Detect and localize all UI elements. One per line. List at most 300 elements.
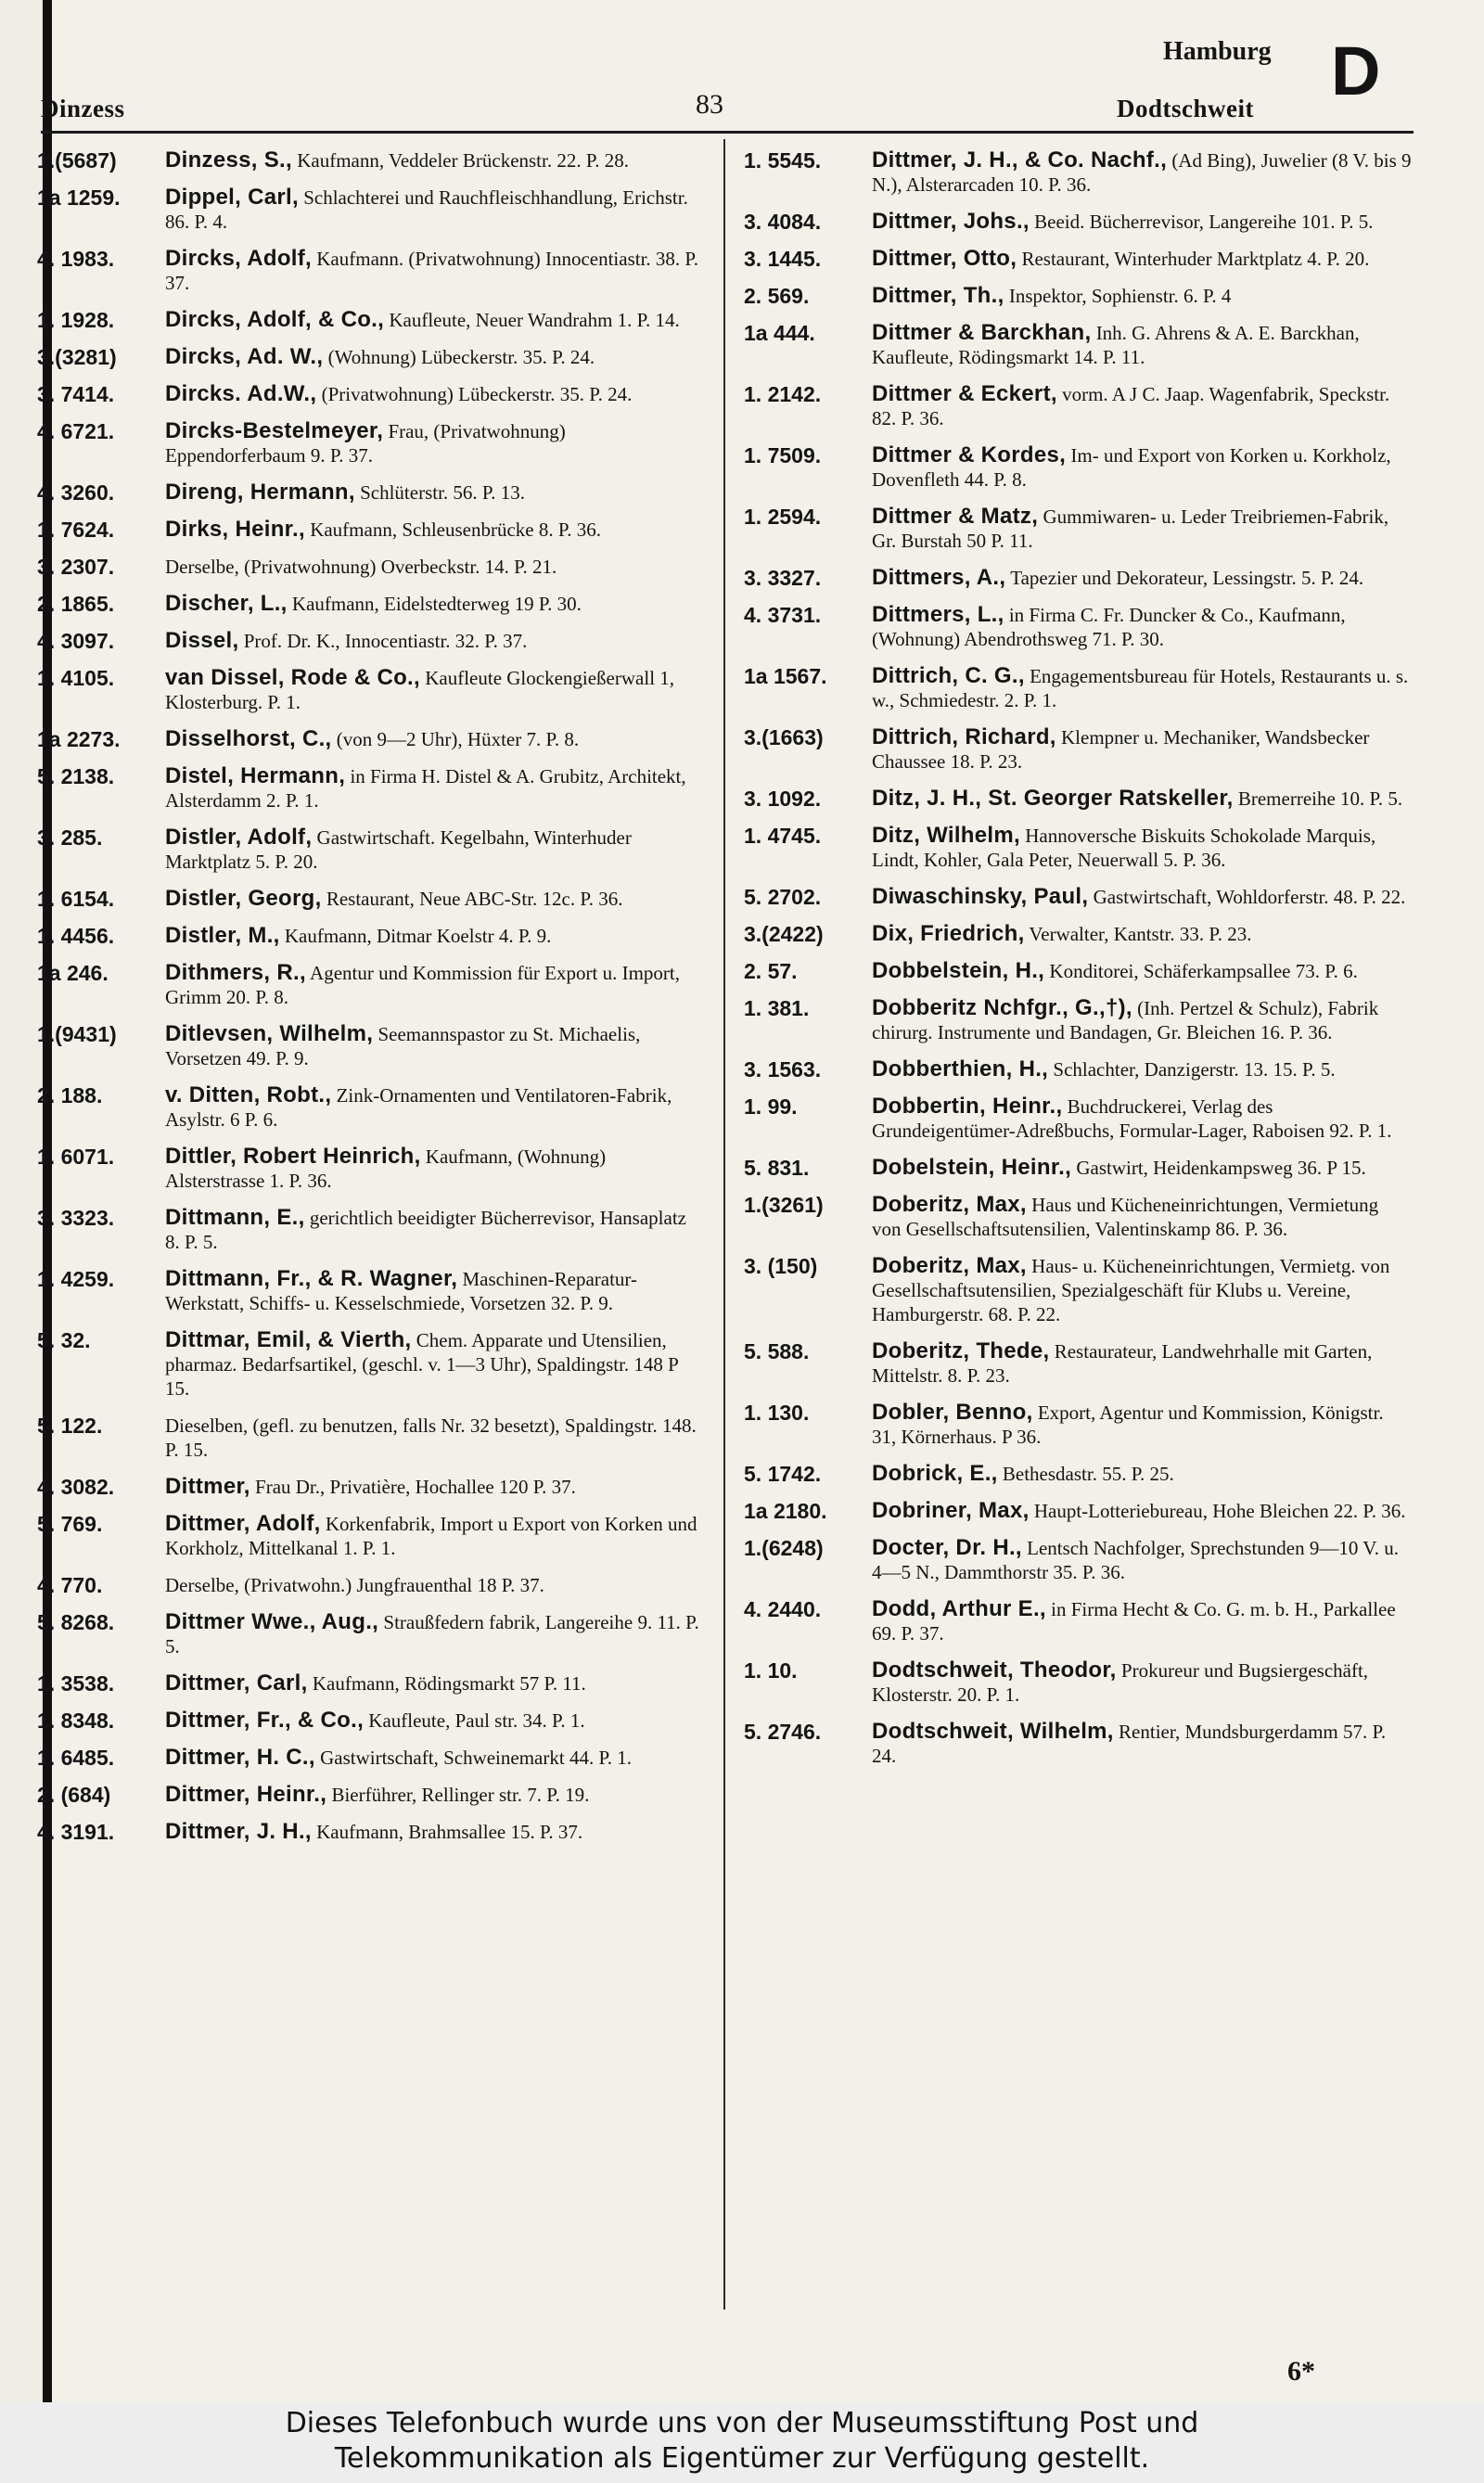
directory-entry bbox=[744, 247, 1412, 271]
entry-details: Kaufmann, Ditmar Koelstr 4. P. 9. bbox=[284, 925, 552, 947]
entry-body bbox=[872, 1254, 1412, 1326]
phone-number: 2. 569. bbox=[744, 284, 810, 308]
subscriber-name: Dittmer & Barckhan, bbox=[872, 320, 1092, 345]
entry-details: Derselbe, (Privatwohnung) Overbeckstr. 14. P. 21. bbox=[165, 556, 557, 578]
phone-number: 3. 3323. bbox=[37, 1206, 115, 1230]
directory-entry bbox=[37, 924, 705, 948]
directory-entry bbox=[744, 787, 1412, 811]
header-rule bbox=[41, 131, 1414, 134]
directory-entry bbox=[37, 1328, 705, 1401]
phone-number: 5. 588. bbox=[744, 1339, 810, 1363]
directory-entry bbox=[37, 148, 705, 173]
phone-number: 1a 2180. bbox=[744, 1499, 827, 1523]
entry-body bbox=[165, 555, 705, 579]
subscriber-name: Dircks, Ad. W., bbox=[165, 344, 324, 369]
phone-number: 1. 4259. bbox=[37, 1267, 115, 1291]
directory-entry bbox=[744, 505, 1412, 553]
phone-number: 1.(3261) bbox=[744, 1193, 824, 1217]
directory-entry bbox=[744, 725, 1412, 774]
subscriber-name: Dittmer, J. H., & Co. Nachf., bbox=[872, 147, 1168, 173]
phone-number: 4. 3191. bbox=[37, 1820, 115, 1844]
entry-details: Gastwirt, Heidenkampsweg 36. P 15. bbox=[1076, 1157, 1366, 1179]
subscriber-name: Dittmann, E., bbox=[165, 1205, 305, 1230]
entry-details: gerichtlich beeidigter Bücherrevisor, Hansaplatz 8. P. 5. bbox=[165, 1207, 686, 1253]
entry-body bbox=[165, 1573, 705, 1597]
subscriber-name: Diwaschinsky, Paul, bbox=[872, 884, 1089, 909]
directory-entry bbox=[37, 1820, 705, 1844]
entry-details: Derselbe, (Privatwohn.) Jungfrauenthal 18 P. 37. bbox=[165, 1574, 544, 1596]
entry-details: Zink-Ornamenten und Ventilatoren-Fabrik, Asylstr. 6 P. 6. bbox=[165, 1084, 672, 1131]
phone-number: 1a 444. bbox=[744, 321, 815, 345]
entry-body bbox=[872, 247, 1412, 271]
subscriber-name: Dittmer, Fr., & Co., bbox=[165, 1708, 365, 1733]
entry-body bbox=[872, 1193, 1412, 1241]
phone-number: 1.(9431) bbox=[37, 1022, 117, 1046]
directory-entry bbox=[744, 1156, 1412, 1180]
subscriber-name: Docter, Dr. H., bbox=[872, 1535, 1022, 1560]
subscriber-name: Dithmers, R., bbox=[165, 960, 306, 985]
entry-details: Hannoversche Biskuits Schokolade Marquis, Lindt, Kohler, Gala Peter, Neuerwall 5. P. 36. bbox=[872, 825, 1376, 871]
subscriber-name: Dittmer, Carl, bbox=[165, 1670, 308, 1696]
directory-entry bbox=[744, 1401, 1412, 1449]
entry-body bbox=[165, 148, 705, 173]
directory-entry bbox=[37, 1083, 705, 1132]
subscriber-name: van Dissel, Rode & Co., bbox=[165, 665, 420, 690]
phone-number: 4. 6721. bbox=[37, 419, 115, 443]
directory-entry bbox=[37, 1414, 705, 1462]
entry-body bbox=[165, 1475, 705, 1499]
left-column bbox=[37, 148, 705, 1857]
entry-details: Seemannspastor zu St. Michaelis, Vorsetzen 49. P. 9. bbox=[165, 1023, 641, 1069]
entry-details: Kaufmann, Brahmsallee 15. P. 37. bbox=[316, 1821, 583, 1843]
subscriber-name: Dittrich, Richard, bbox=[872, 724, 1056, 749]
phone-number: 4. 3260. bbox=[37, 480, 115, 505]
entry-body bbox=[872, 1401, 1412, 1449]
footer-line-2: Telekommunikation als Eigentümer zur Verfügung gestellt. bbox=[334, 2442, 1150, 2475]
directory-entry bbox=[744, 1057, 1412, 1082]
subscriber-name: Dobberitz Nchfgr., G.,†), bbox=[872, 995, 1132, 1020]
subscriber-name: Dirks, Heinr., bbox=[165, 517, 305, 542]
phone-number: 4. 770. bbox=[37, 1573, 103, 1597]
subscriber-name: Dittmer & Matz, bbox=[872, 504, 1039, 529]
phone-number: 1. 6485. bbox=[37, 1746, 115, 1770]
section-letter: D bbox=[1331, 32, 1381, 109]
subscriber-name: Dodtschweit, Theodor, bbox=[872, 1657, 1117, 1683]
entry-details: in Firma Hecht & Co. G. m. b. H., Parkallee 69. P. 37. bbox=[872, 1598, 1396, 1645]
phone-number: 1. 4105. bbox=[37, 666, 115, 690]
subscriber-name: Dittmer & Kordes, bbox=[872, 442, 1067, 467]
entry-details: Schlachter, Danzigerstr. 13. 15. P. 5. bbox=[1053, 1058, 1336, 1081]
directory-entry bbox=[37, 1206, 705, 1254]
entry-details: Haupt-Lotteriebureau, Hohe Bleichen 22. P. 36. bbox=[1033, 1500, 1406, 1522]
entry-body bbox=[872, 443, 1412, 492]
header-left-keyword: Dinzess bbox=[41, 95, 125, 122]
entry-body bbox=[165, 247, 705, 295]
subscriber-name: Doberitz, Max, bbox=[872, 1253, 1027, 1278]
entry-details: Inh. G. Ahrens & A. E. Barckhan, Kaufleute, Rödingsmarkt 14. P. 11. bbox=[872, 322, 1360, 368]
phone-number: 5. 2746. bbox=[744, 1720, 822, 1744]
entry-body bbox=[872, 1536, 1412, 1584]
subscriber-name: Distel, Hermann, bbox=[165, 763, 346, 788]
entry-details: Gastwirtschaft. Kegelbahn, Winterhuder Marktplatz 5. P. 20. bbox=[165, 826, 632, 873]
subscriber-name: Ditlevsen, Wilhelm, bbox=[165, 1021, 374, 1046]
entry-details: (Privatwohnung) Lübeckerstr. 35. P. 24. bbox=[321, 383, 633, 405]
entry-body bbox=[165, 1610, 705, 1658]
directory-entry bbox=[37, 308, 705, 332]
subscriber-name: Dobbertin, Heinr., bbox=[872, 1094, 1063, 1119]
directory-entry bbox=[744, 1254, 1412, 1326]
entry-details: Kaufleute, Paul str. 34. P. 1. bbox=[368, 1709, 585, 1732]
directory-entry bbox=[37, 518, 705, 542]
phone-number: 1. 4456. bbox=[37, 924, 115, 948]
subscriber-name: Dittmer, Otto, bbox=[872, 246, 1017, 271]
directory-entry bbox=[37, 1475, 705, 1499]
directory-entry bbox=[744, 148, 1412, 197]
subscriber-name: Dobbelstein, H., bbox=[872, 958, 1045, 983]
phone-number: 1a 2273. bbox=[37, 727, 121, 751]
entry-body bbox=[872, 996, 1412, 1044]
subscriber-name: Dittmer, Heinr., bbox=[165, 1782, 327, 1807]
directory-entry bbox=[37, 826, 705, 874]
entry-details: Prokureur und Bugsiergeschäft, Klosterstr. 20. P. 1. bbox=[872, 1659, 1369, 1706]
entry-details: Korkenfabrik, Import u Export von Korken und Korkholz, Mittelkanal 1. P. 1. bbox=[165, 1513, 697, 1559]
directory-entry bbox=[744, 1499, 1412, 1523]
entry-body bbox=[165, 382, 705, 406]
directory-entry bbox=[37, 186, 705, 234]
directory-entry bbox=[37, 961, 705, 1009]
page-header bbox=[37, 32, 1438, 130]
entry-details: Verwalter, Kantstr. 33. P. 23. bbox=[1029, 923, 1252, 945]
directory-entry bbox=[744, 1597, 1412, 1645]
subscriber-name: Dobler, Benno, bbox=[872, 1400, 1033, 1425]
entry-details: Kaufmann, (Wohnung) Alsterstrasse 1. P. 36. bbox=[165, 1146, 607, 1192]
subscriber-name: Dittmer, bbox=[165, 1474, 250, 1499]
subscriber-name: Dircks, Adolf, bbox=[165, 246, 313, 271]
entry-body bbox=[872, 566, 1412, 590]
entry-body bbox=[872, 1597, 1412, 1645]
subscriber-name: Distler, Adolf, bbox=[165, 825, 313, 850]
phone-number: 4. 3082. bbox=[37, 1475, 115, 1499]
entry-details: Restaurant, Neue ABC-Str. 12c. P. 36. bbox=[326, 888, 623, 910]
entry-details: Engagementsbureau für Hotels, Restaurants u. s. w., Schmiedestr. 2. P. 1. bbox=[872, 665, 1409, 711]
subscriber-name: Discher, L., bbox=[165, 591, 288, 616]
phone-number: 3. 1092. bbox=[744, 787, 822, 811]
entry-body bbox=[872, 1156, 1412, 1180]
entry-body bbox=[872, 148, 1412, 197]
entry-details: Bremerreihe 10. P. 5. bbox=[1237, 787, 1403, 810]
phone-number: 1. 6154. bbox=[37, 887, 115, 911]
column-divider bbox=[723, 139, 725, 2310]
phone-number: 1. 2594. bbox=[744, 505, 822, 529]
entry-body bbox=[165, 186, 705, 234]
directory-entry bbox=[37, 555, 705, 579]
entry-details: Bierführer, Rellinger str. 7. P. 19. bbox=[331, 1784, 590, 1806]
directory-entry bbox=[744, 1536, 1412, 1584]
entry-body bbox=[872, 1339, 1412, 1388]
entry-body bbox=[165, 1022, 705, 1070]
directory-entry bbox=[744, 885, 1412, 909]
phone-number: 1.(5687) bbox=[37, 148, 117, 173]
entry-details: Bethesdastr. 55. P. 25. bbox=[1002, 1463, 1174, 1485]
entry-body bbox=[165, 666, 705, 714]
subscriber-name: Dittmann, Fr., & R. Wagner, bbox=[165, 1266, 458, 1291]
entry-body bbox=[165, 518, 705, 542]
entry-body bbox=[165, 1206, 705, 1254]
entry-details: Beeid. Bücherrevisor, Langereihe 101. P. 5. bbox=[1034, 211, 1374, 233]
directory-entry bbox=[37, 1573, 705, 1597]
entry-details: Frau Dr., Privatière, Hochallee 120 P. 37. bbox=[255, 1476, 576, 1498]
directory-entry bbox=[37, 1671, 705, 1696]
entry-details: Klempner u. Mechaniker, Wandsbecker Chaussee 18. P. 23. bbox=[872, 726, 1370, 773]
phone-number: 3.(1663) bbox=[744, 725, 824, 749]
entry-body bbox=[872, 505, 1412, 553]
entry-body bbox=[872, 1658, 1412, 1707]
phone-number: 5. 1742. bbox=[744, 1462, 822, 1486]
phone-number: 4. 3731. bbox=[744, 603, 822, 627]
subscriber-name: Distler, Georg, bbox=[165, 886, 322, 911]
directory-entry bbox=[37, 1022, 705, 1070]
subscriber-name: Dittmer, Adolf, bbox=[165, 1511, 321, 1536]
phone-number: 5. 769. bbox=[37, 1512, 103, 1536]
entry-details: (Ad Bing), Juwelier (8 V. bis 9 N.), Alsterarcaden 10. P. 36. bbox=[872, 149, 1412, 196]
entry-details: Im- und Export von Korken u. Korkholz, Dovenfleth 44. P. 8. bbox=[872, 444, 1391, 491]
entry-details: in Firma H. Distel & A. Grubitz, Architekt, Alsterdamm 2. P. 1. bbox=[165, 765, 686, 812]
directory-entry bbox=[744, 1462, 1412, 1486]
entry-body bbox=[872, 603, 1412, 651]
entry-details: Haus und Kücheneinrichtungen, Vermietung von Gesellschaftsutensilien, Valentinskamp 86. P. 36. bbox=[872, 1194, 1379, 1240]
right-column bbox=[744, 148, 1412, 1781]
entry-body bbox=[165, 1414, 705, 1462]
header-right-keyword: Dodtschweit bbox=[1117, 95, 1254, 122]
phone-number: 4. 1983. bbox=[37, 247, 115, 271]
phone-number: 3. 4084. bbox=[744, 210, 822, 234]
directory-entry bbox=[744, 1658, 1412, 1707]
subscriber-name: Dodtschweit, Wilhelm, bbox=[872, 1719, 1114, 1744]
phone-number: 1. 5545. bbox=[744, 148, 822, 173]
directory-entry bbox=[37, 1610, 705, 1658]
subscriber-name: Dittrich, C. G., bbox=[872, 663, 1025, 688]
phone-number: 4. 2440. bbox=[744, 1597, 822, 1621]
entry-details: Kaufmann, Rödingsmarkt 57 P. 11. bbox=[312, 1672, 586, 1695]
directory-entry bbox=[37, 345, 705, 369]
page-number: 83 bbox=[696, 89, 723, 120]
subscriber-name: Doberitz, Thede, bbox=[872, 1338, 1050, 1363]
entry-body bbox=[165, 764, 705, 813]
directory-entry bbox=[37, 592, 705, 616]
phone-number: 5. 831. bbox=[744, 1156, 810, 1180]
entry-body bbox=[165, 826, 705, 874]
entry-body bbox=[872, 725, 1412, 774]
entry-details: Schlachterei und Rauchfleischhandlung, Erichstr. 86. P. 4. bbox=[165, 186, 688, 233]
entry-body bbox=[165, 419, 705, 467]
entry-body bbox=[872, 664, 1412, 712]
entry-body bbox=[165, 1267, 705, 1315]
subscriber-name: Dippel, Carl, bbox=[165, 185, 299, 210]
phone-number: 1. 6071. bbox=[37, 1145, 115, 1169]
entry-details: Kaufleute, Neuer Wandrahm 1. P. 14. bbox=[389, 309, 680, 331]
entry-details: (von 9—2 Uhr), Hüxter 7. P. 8. bbox=[336, 728, 580, 750]
directory-entry bbox=[37, 1512, 705, 1560]
entry-details: Gastwirtschaft, Wohldorferstr. 48. P. 22. bbox=[1093, 886, 1406, 908]
entry-details: Restaurant, Winterhuder Marktplatz 4. P. 20. bbox=[1021, 248, 1370, 270]
phone-number: 1. 10. bbox=[744, 1658, 798, 1683]
signature-mark: 6* bbox=[1287, 2356, 1315, 2387]
phone-number: 1a 246. bbox=[37, 961, 109, 985]
directory-entry bbox=[744, 1094, 1412, 1143]
entry-details: Lentsch Nachfolger, Sprechstunden 9—10 V. u. 4—5 N., Dammthorstr 35. P. 36. bbox=[872, 1537, 1399, 1583]
entry-details: Export, Agentur und Kommission, Königstr. 31, Körnerhaus. P 36. bbox=[872, 1401, 1384, 1448]
directory-entry bbox=[37, 764, 705, 813]
subscriber-name: Dittmer, J. H., bbox=[165, 1819, 312, 1844]
directory-entry bbox=[744, 1193, 1412, 1241]
entry-body bbox=[165, 308, 705, 332]
subscriber-name: Dittmer, H. C., bbox=[165, 1745, 315, 1770]
entry-body bbox=[872, 959, 1412, 983]
entry-body bbox=[165, 1709, 705, 1733]
entry-body bbox=[872, 1720, 1412, 1768]
subscriber-name: Dodd, Arthur E., bbox=[872, 1596, 1046, 1621]
directory-entry bbox=[37, 1783, 705, 1807]
subscriber-name: Ditz, Wilhelm, bbox=[872, 823, 1020, 848]
entry-body bbox=[872, 284, 1412, 308]
phone-number: 1.(6248) bbox=[744, 1536, 824, 1560]
directory-entry bbox=[37, 1145, 705, 1193]
phone-number: 2. 188. bbox=[37, 1083, 103, 1107]
phone-number: 3. 2307. bbox=[37, 555, 115, 579]
phone-number: 1. 3538. bbox=[37, 1671, 115, 1696]
entry-details: (Wohnung) Lübeckerstr. 35. P. 24. bbox=[327, 346, 595, 368]
entry-body bbox=[872, 787, 1412, 811]
entry-body bbox=[872, 1094, 1412, 1143]
directory-entry bbox=[744, 824, 1412, 872]
directory-entry bbox=[37, 887, 705, 911]
entry-body bbox=[165, 345, 705, 369]
footer-notice bbox=[0, 2402, 1484, 2483]
phone-number: 3.(3281) bbox=[37, 345, 117, 369]
entry-details: Gastwirtschaft, Schweinemarkt 44. P. 1. bbox=[320, 1747, 633, 1769]
phone-number: 5. 8268. bbox=[37, 1610, 115, 1634]
phone-number: 5. 2138. bbox=[37, 764, 115, 788]
entry-body bbox=[872, 922, 1412, 946]
entry-body bbox=[165, 592, 705, 616]
entry-body bbox=[165, 1783, 705, 1807]
directory-entry bbox=[37, 382, 705, 406]
entry-body bbox=[165, 480, 705, 505]
entry-details: Kaufleute Glockengießerwall 1, Klosterburg. P. 1. bbox=[165, 667, 675, 713]
entry-details: Kaufmann, Eidelstedterweg 19 P. 30. bbox=[291, 593, 582, 615]
entry-body bbox=[165, 1512, 705, 1560]
footer-line-1: Dieses Telefonbuch wurde uns von der Museumsstiftung Post und bbox=[285, 2407, 1199, 2439]
entry-details: vorm. A J C. Jaap. Wagenfabrik, Speckstr. 82. P. 36. bbox=[872, 383, 1390, 429]
phone-number: 3. 7414. bbox=[37, 382, 115, 406]
phone-number: 1. 130. bbox=[744, 1401, 810, 1425]
entry-details: Frau, (Privatwohnung) Eppendorferbaum 9. P. 37. bbox=[165, 420, 566, 467]
subscriber-name: Dobrick, E., bbox=[872, 1461, 998, 1486]
phone-number: 2. (684) bbox=[37, 1783, 111, 1807]
entry-body bbox=[165, 1083, 705, 1132]
entry-details: Kaufmann. (Privatwohnung) Innocentiastr. 38. P. 37. bbox=[165, 248, 699, 294]
entry-body bbox=[165, 629, 705, 653]
phone-number: 1. 8348. bbox=[37, 1709, 115, 1733]
phone-number: 1. 7509. bbox=[744, 443, 822, 467]
directory-entry bbox=[37, 1709, 705, 1733]
directory-entry bbox=[744, 603, 1412, 651]
entry-details: Rentier, Mundsburgerdamm 57. P. 24. bbox=[872, 1721, 1387, 1767]
subscriber-name: Dobberthien, H., bbox=[872, 1056, 1049, 1082]
phone-number: 1. 7624. bbox=[37, 518, 115, 542]
directory-entry bbox=[744, 664, 1412, 712]
entry-body bbox=[165, 727, 705, 751]
directory-entry bbox=[744, 443, 1412, 492]
subscriber-name: Dissel, bbox=[165, 628, 239, 653]
subscriber-name: Disselhorst, C., bbox=[165, 726, 332, 751]
entry-body bbox=[165, 887, 705, 911]
directory-entry bbox=[37, 727, 705, 751]
phone-number: 1. 4745. bbox=[744, 824, 822, 848]
phone-number: 1. 99. bbox=[744, 1094, 798, 1119]
subscriber-name: Dobriner, Max, bbox=[872, 1498, 1030, 1523]
entry-details: (Inh. Pertzel & Schulz), Fabrik chirurg. Instrumente und Bandagen, Gr. Bleichen 16. P. 36. bbox=[872, 997, 1379, 1043]
phone-number: 3. 1563. bbox=[744, 1057, 822, 1082]
entry-body bbox=[165, 1328, 705, 1401]
directory-entry bbox=[744, 959, 1412, 983]
phone-number: 5. 32. bbox=[37, 1328, 91, 1352]
entry-details: Prof. Dr. K., Innocentiastr. 32. P. 37. bbox=[243, 630, 528, 652]
phone-number: 1. 1928. bbox=[37, 308, 115, 332]
phone-number: 5. 122. bbox=[37, 1414, 103, 1438]
directory-entry bbox=[37, 1746, 705, 1770]
subscriber-name: Dittmers, A., bbox=[872, 565, 1006, 590]
header-city: Hamburg bbox=[1163, 37, 1272, 66]
entry-details: Kaufmann, Veddeler Brückenstr. 22. P. 28. bbox=[297, 149, 629, 172]
entry-body bbox=[165, 1145, 705, 1193]
entry-details: Chem. Apparate und Utensilien, pharmaz. Bedarfsartikel, (geschl. v. 1—3 Uhr), Spaldingstr. 148 P 15. bbox=[165, 1329, 679, 1400]
directory-entry bbox=[744, 321, 1412, 369]
phone-number: 3. 285. bbox=[37, 826, 103, 850]
entry-details: Schlüterstr. 56. P. 13. bbox=[360, 481, 526, 504]
entry-body bbox=[872, 885, 1412, 909]
directory-entry bbox=[744, 996, 1412, 1044]
subscriber-name: Dittmar, Emil, & Vierth, bbox=[165, 1327, 412, 1352]
entry-details: Tapezier und Dekorateur, Lessingstr. 5. P. 24. bbox=[1010, 567, 1364, 589]
entry-details: Agentur und Kommission für Export u. Import, Grimm 20. P. 8. bbox=[165, 962, 680, 1008]
entry-details: Maschinen-Reparatur-Werkstatt, Schiffs- u. Kesselschmiede, Vorsetzen 32. P. 9. bbox=[165, 1268, 637, 1314]
entry-body bbox=[165, 924, 705, 948]
phone-number: 3.(2422) bbox=[744, 922, 824, 946]
subscriber-name: Dittmers, L., bbox=[872, 602, 1004, 627]
directory-entry bbox=[37, 1267, 705, 1315]
entry-details: Konditorei, Schäferkampsallee 73. P. 6. bbox=[1049, 960, 1358, 982]
directory-entry bbox=[37, 629, 705, 653]
entry-details: Haus- u. Kücheneinrichtungen, Vermietg. von Gesellschaftsutensilien, Spezialgeschäft für Klubs u. Vereine, Hamburgerstr. 68. P. 22. bbox=[872, 1255, 1390, 1325]
phone-number: 2. 1865. bbox=[37, 592, 115, 616]
subscriber-name: Dix, Friedrich, bbox=[872, 921, 1025, 946]
subscriber-name: Dircks. Ad.W., bbox=[165, 381, 317, 406]
directory-entry bbox=[37, 480, 705, 505]
phone-number: 1. 381. bbox=[744, 996, 810, 1020]
directory-entry bbox=[744, 210, 1412, 234]
directory-entry bbox=[744, 1720, 1412, 1768]
entry-body bbox=[872, 321, 1412, 369]
phone-number: 2. 57. bbox=[744, 959, 798, 983]
entry-details: Gummiwaren- u. Leder Treibriemen-Fabrik, Gr. Burstah 50 P. 11. bbox=[872, 506, 1389, 552]
directory-entry bbox=[744, 566, 1412, 590]
subscriber-name: Dittmer, Th., bbox=[872, 283, 1004, 308]
phone-number: 1. 2142. bbox=[744, 382, 822, 406]
phone-number: 3. 1445. bbox=[744, 247, 822, 271]
subscriber-name: Dinzess, S., bbox=[165, 147, 292, 173]
directory-entry bbox=[744, 922, 1412, 946]
